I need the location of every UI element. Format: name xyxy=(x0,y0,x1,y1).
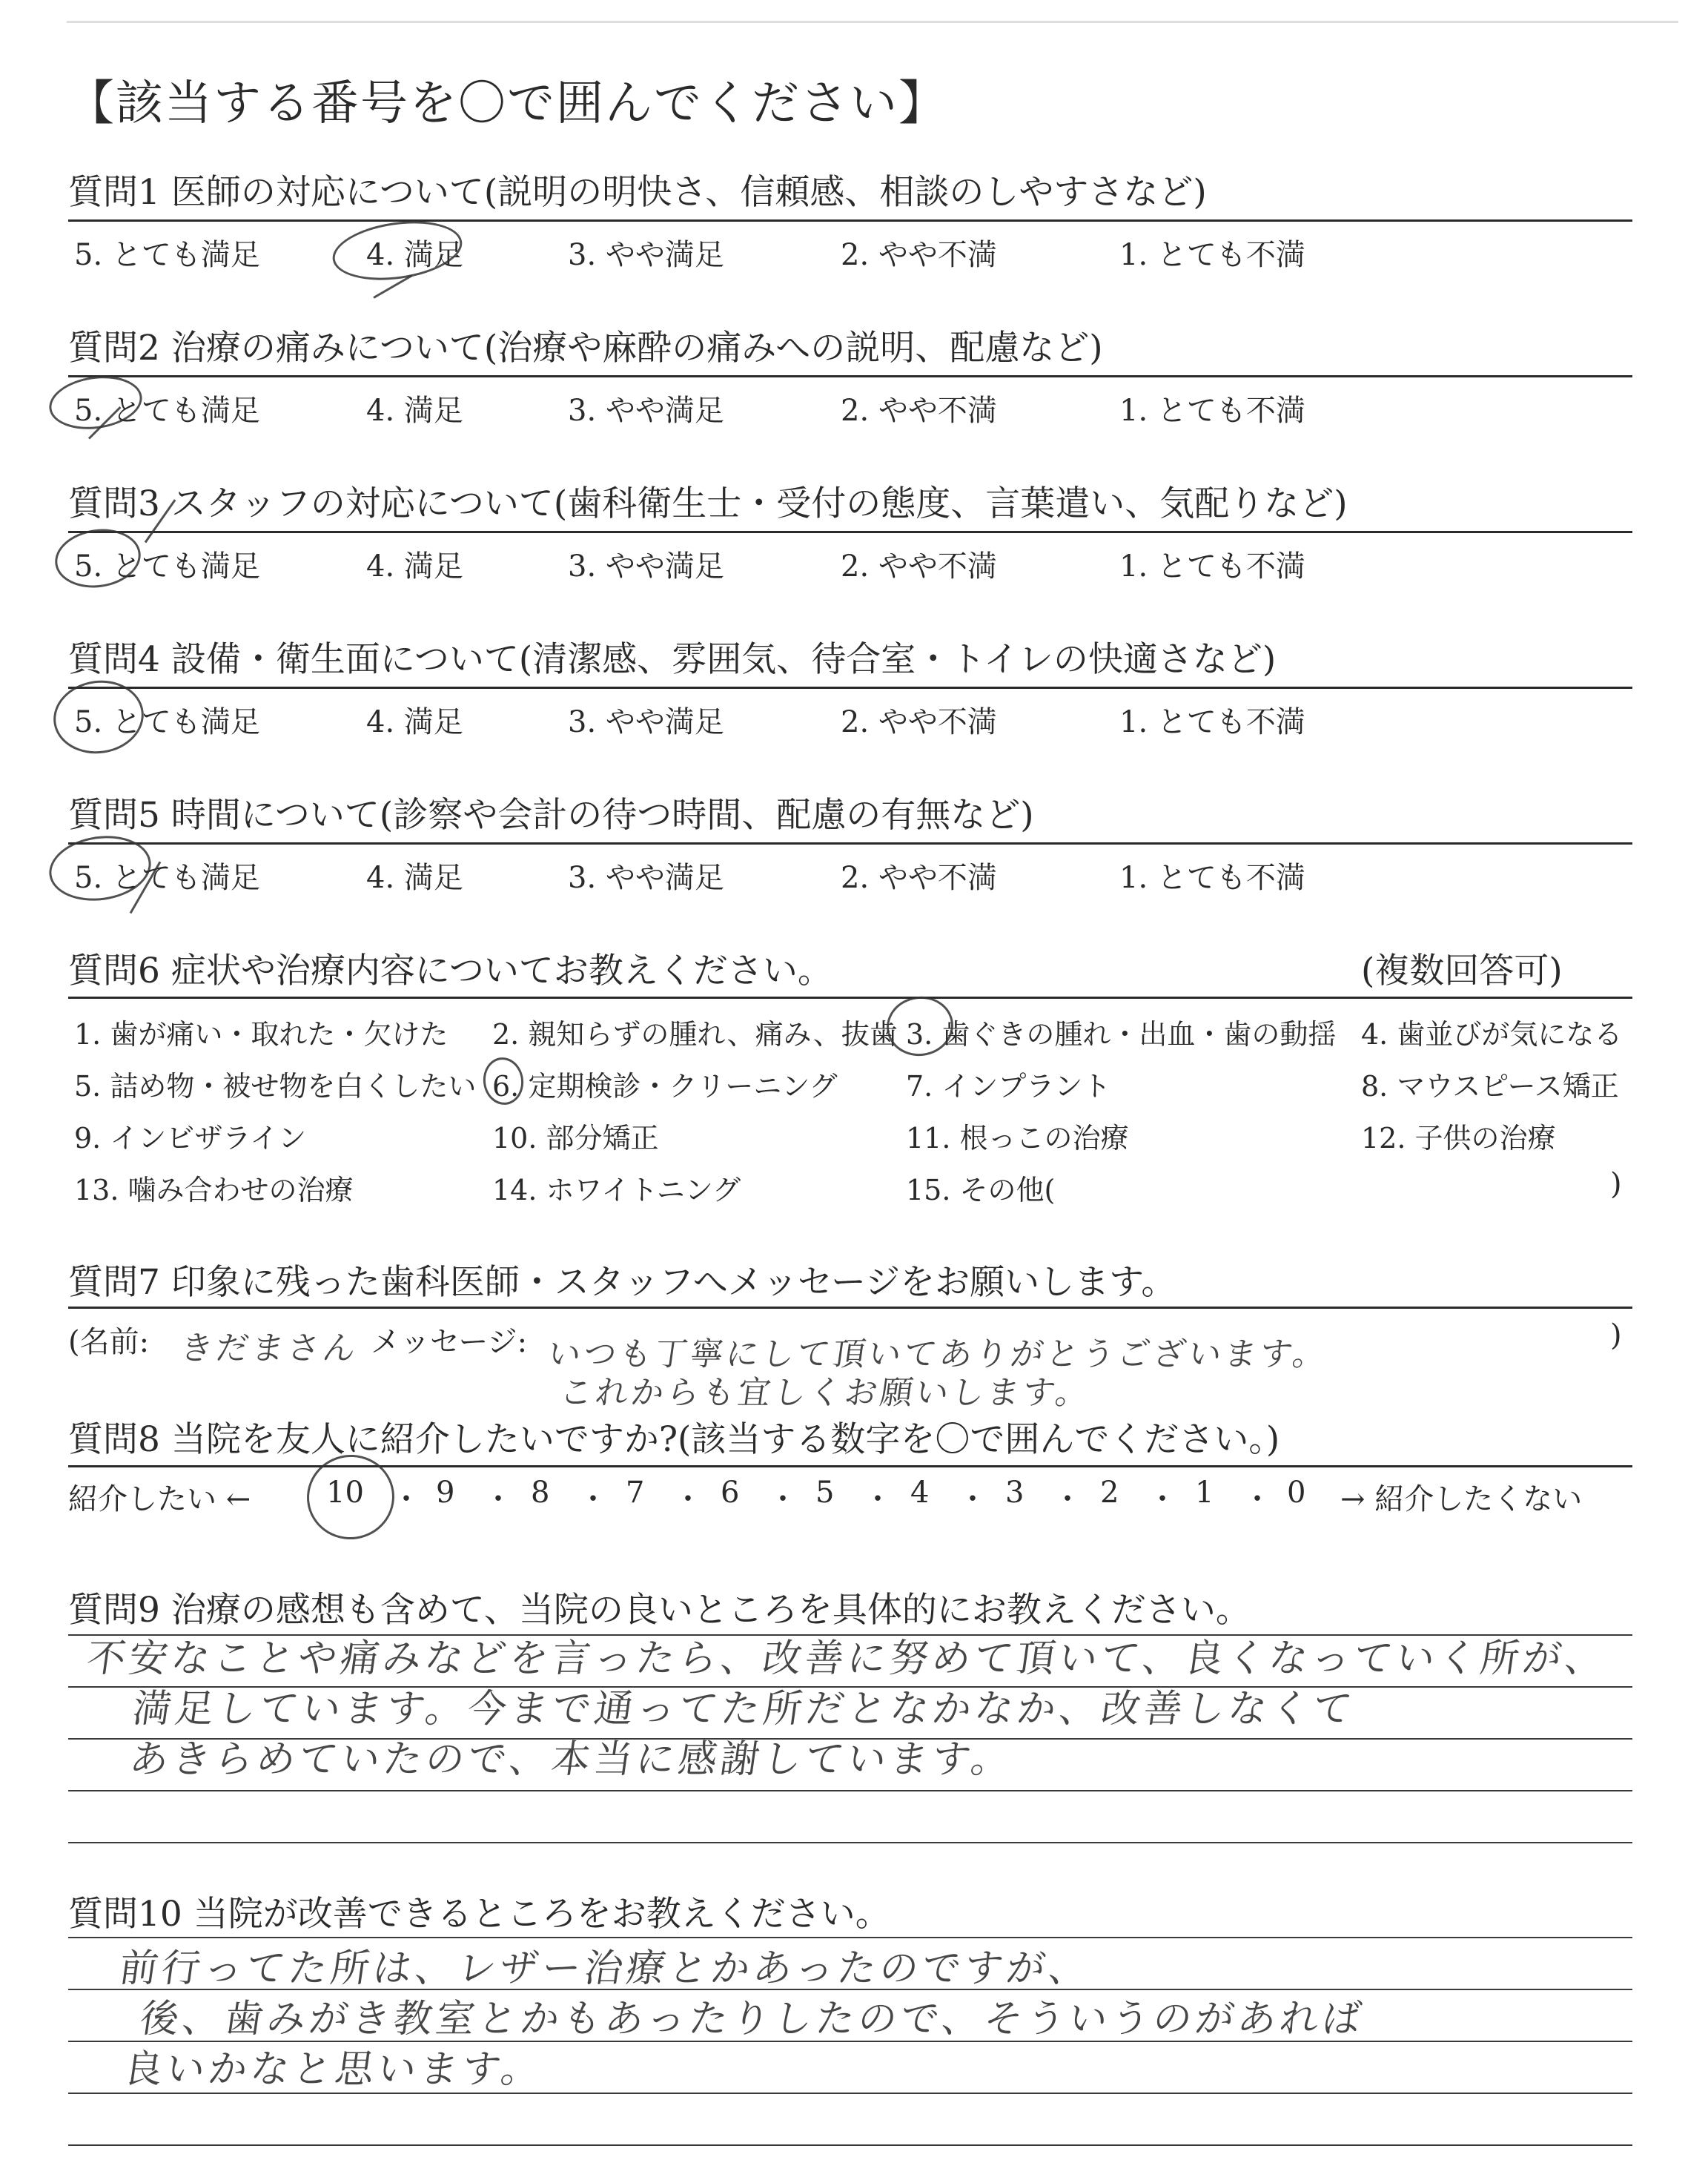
q8-scale-dot: ・ xyxy=(1148,1482,1177,1516)
question-10-label: 質問10 当院が改善できるところをお教えください。 xyxy=(68,1894,890,1935)
q9-handwritten-answer-1[interactable]: 不安なことや痛みなどを言ったら、改善に努めて頂いて、良くなっていく所が、 xyxy=(84,1636,1611,1681)
q8-scale-dot: ・ xyxy=(1242,1482,1272,1516)
q9-handwritten-answer-2[interactable]: 満足しています。今まで通ってた所だとなかなか、改善しなくて xyxy=(130,1687,1359,1731)
question-3-label: 質問3 スタッフの対応について(歯科衛生士・受付の態度、言葉遣い、気配りなど) xyxy=(68,483,1348,524)
q8-scale-6[interactable]: 6 xyxy=(721,1476,740,1510)
q8-scale-dot: ・ xyxy=(768,1482,798,1516)
q1-option-4[interactable]: 4. 満足 xyxy=(366,238,463,272)
q5-option-1[interactable]: 1. とても不満 xyxy=(1119,861,1305,895)
q4-option-2[interactable]: 2. やや不満 xyxy=(841,705,997,739)
question-4-rule xyxy=(68,687,1632,689)
q1-option-3[interactable]: 3. やや満足 xyxy=(568,238,724,272)
q8-scale-dot: ・ xyxy=(483,1482,513,1516)
q7-message-line-2[interactable]: これからも宜しくお願いします。 xyxy=(557,1374,1094,1412)
q9-answer-line-4 xyxy=(68,1790,1632,1791)
question-1-label: 質問1 医師の対応について(説明の明快さ、信頼感、相談のしやすさなど) xyxy=(68,172,1207,213)
question-4-label: 質問4 設備・衛生面について(清潔感、雰囲気、待合室・トイレの快適さなど) xyxy=(68,639,1277,680)
question-6-rule xyxy=(68,997,1632,999)
q5-option-3[interactable]: 3. やや満足 xyxy=(568,861,724,895)
q6-option-12[interactable]: 12. 子供の治療 xyxy=(1361,1122,1556,1155)
q8-scale-dot: ・ xyxy=(958,1482,987,1516)
q10-handwritten-answer-1[interactable]: 前行ってた所は、レザー治療とかあったのですが、 xyxy=(116,1946,1094,1991)
q5-option-2[interactable]: 2. やや不満 xyxy=(841,861,997,895)
question-3-rule xyxy=(68,531,1632,533)
question-6-note: (複数回答可) xyxy=(1361,951,1563,991)
q8-scale-5[interactable]: 5 xyxy=(815,1476,835,1510)
q6-option-6[interactable]: 6. 定期検診・クリーニング xyxy=(492,1070,838,1103)
q7-message-line-1[interactable]: いつも丁寧にして頂いてありがとうございます。 xyxy=(545,1335,1331,1373)
q3-option-3[interactable]: 3. やや満足 xyxy=(568,549,724,584)
q8-right-label: → 紹介したくない xyxy=(1340,1482,1583,1516)
q1-option-2[interactable]: 2. やや不満 xyxy=(841,238,997,272)
q7-message-label: メッセージ: xyxy=(371,1325,528,1359)
q4-option-1[interactable]: 1. とても不満 xyxy=(1119,705,1305,739)
q6-option-10[interactable]: 10. 部分矯正 xyxy=(492,1122,659,1155)
q4-option-3[interactable]: 3. やや満足 xyxy=(568,705,724,739)
q8-left-label: 紹介したい ← xyxy=(68,1482,251,1516)
q8-scale-10[interactable]: 10 xyxy=(326,1476,364,1510)
question-8-label: 質問8 当院を友人に紹介したいですか?(該当する数字を〇で囲んでください。) xyxy=(68,1419,1280,1460)
q4-option-5[interactable]: 5. とても満足 xyxy=(74,705,260,739)
q8-scale-9[interactable]: 9 xyxy=(436,1476,455,1510)
q6-option-2[interactable]: 2. 親知らずの腫れ、痛み、抜歯 xyxy=(492,1018,898,1051)
q8-scale-0[interactable]: 0 xyxy=(1287,1476,1306,1510)
question-6-label: 質問6 症状や治療内容についてお教えください。 xyxy=(68,951,833,991)
q6-option-14[interactable]: 14. ホワイトニング xyxy=(492,1174,741,1206)
question-5-label: 質問5 時間について(診察や会計の待つ時間、配慮の有無など) xyxy=(68,795,1034,836)
q6-option-9[interactable]: 9. インビザライン xyxy=(74,1122,307,1155)
q8-scale-2[interactable]: 2 xyxy=(1100,1476,1119,1510)
q6-option-4[interactable]: 4. 歯並びが気になる xyxy=(1361,1018,1623,1051)
q2-option-3[interactable]: 3. やや満足 xyxy=(568,394,724,428)
question-2-label: 質問2 治療の痛みについて(治療や麻酔の痛みへの説明、配慮など) xyxy=(68,328,1103,369)
q6-option-5[interactable]: 5. 詰め物・被せ物を白くしたい xyxy=(74,1070,477,1103)
q8-scale-8[interactable]: 8 xyxy=(531,1476,550,1510)
q8-scale-7[interactable]: 7 xyxy=(626,1476,645,1510)
q5-option-5[interactable]: 5. とても満足 xyxy=(74,861,260,895)
q10-handwritten-answer-2[interactable]: 後、歯みがき教室とかもあったりしたので、そういうのがあれば xyxy=(137,1997,1368,2041)
question-5-rule xyxy=(68,842,1632,845)
q8-selection-circle xyxy=(302,1449,400,1545)
q9-handwritten-answer-3[interactable]: あきらめていたので、本当に感謝しています。 xyxy=(127,1737,1017,1782)
q4-option-4[interactable]: 4. 満足 xyxy=(366,705,463,739)
q1-selection-circle xyxy=(329,214,466,288)
question-7-label: 質問7 印象に残った歯科医師・スタッフへメッセージをお願いします。 xyxy=(68,1262,1176,1303)
question-2-rule xyxy=(68,375,1632,377)
q8-scale-dot: ・ xyxy=(863,1482,893,1516)
q1-option-5[interactable]: 5. とても満足 xyxy=(74,238,260,272)
q3-option-1[interactable]: 1. とても不満 xyxy=(1119,549,1305,584)
top-border xyxy=(67,21,1678,23)
q2-option-5[interactable]: 5. とても満足 xyxy=(74,394,260,428)
q6-other-close-paren: ) xyxy=(1610,1167,1622,1201)
q6-option-11[interactable]: 11. 根っこの治療 xyxy=(906,1122,1129,1155)
page-title: 【該当する番号を〇で囲んでください】 xyxy=(67,76,947,131)
q2-option-2[interactable]: 2. やや不満 xyxy=(841,394,997,428)
q10-answer-line-5 xyxy=(68,2144,1632,2146)
question-1-rule xyxy=(68,219,1632,222)
q3-option-4[interactable]: 4. 満足 xyxy=(366,549,463,584)
question-8-rule xyxy=(68,1465,1632,1467)
q5-option-4[interactable]: 4. 満足 xyxy=(366,861,463,895)
q8-scale-1[interactable]: 1 xyxy=(1195,1476,1214,1510)
q7-name-handwritten[interactable]: きだまさん xyxy=(177,1330,361,1367)
q8-scale-dot: ・ xyxy=(578,1482,608,1516)
q2-option-1[interactable]: 1. とても不満 xyxy=(1119,394,1305,428)
q6-option-3[interactable]: 3. 歯ぐきの腫れ・出血・歯の動揺 xyxy=(906,1018,1337,1051)
q6-option-1[interactable]: 1. 歯が痛い・取れた・欠けた xyxy=(74,1018,448,1051)
q6-option-13[interactable]: 13. 噛み合わせの治療 xyxy=(74,1174,354,1206)
q8-scale-4[interactable]: 4 xyxy=(910,1476,930,1510)
q3-option-2[interactable]: 2. やや不満 xyxy=(841,549,997,584)
q8-scale-dot: ・ xyxy=(1053,1482,1082,1516)
q6-option-15[interactable]: 15. その他( xyxy=(906,1174,1056,1206)
q8-scale-3[interactable]: 3 xyxy=(1005,1476,1025,1510)
q6-option-7[interactable]: 7. インプラント xyxy=(906,1070,1111,1103)
q9-answer-line-5 xyxy=(68,1842,1632,1843)
question-9-label: 質問9 治療の感想も含めて、当院の良いところを具体的にお教えください。 xyxy=(68,1590,1251,1631)
q6-option-8[interactable]: 8. マウスピース矯正 xyxy=(1361,1070,1619,1103)
q2-option-4[interactable]: 4. 満足 xyxy=(366,394,463,428)
q3-option-5[interactable]: 5. とても満足 xyxy=(74,549,260,584)
q7-close-paren: ) xyxy=(1610,1318,1622,1353)
q10-handwritten-answer-3[interactable]: 良いかなと思います。 xyxy=(121,2047,547,2092)
question-7-rule xyxy=(68,1307,1632,1309)
q8-scale-dot: ・ xyxy=(391,1482,421,1516)
q1-option-1[interactable]: 1. とても不満 xyxy=(1119,238,1305,272)
q7-name-label: (名前: xyxy=(68,1325,150,1359)
q8-scale-dot: ・ xyxy=(673,1482,703,1516)
